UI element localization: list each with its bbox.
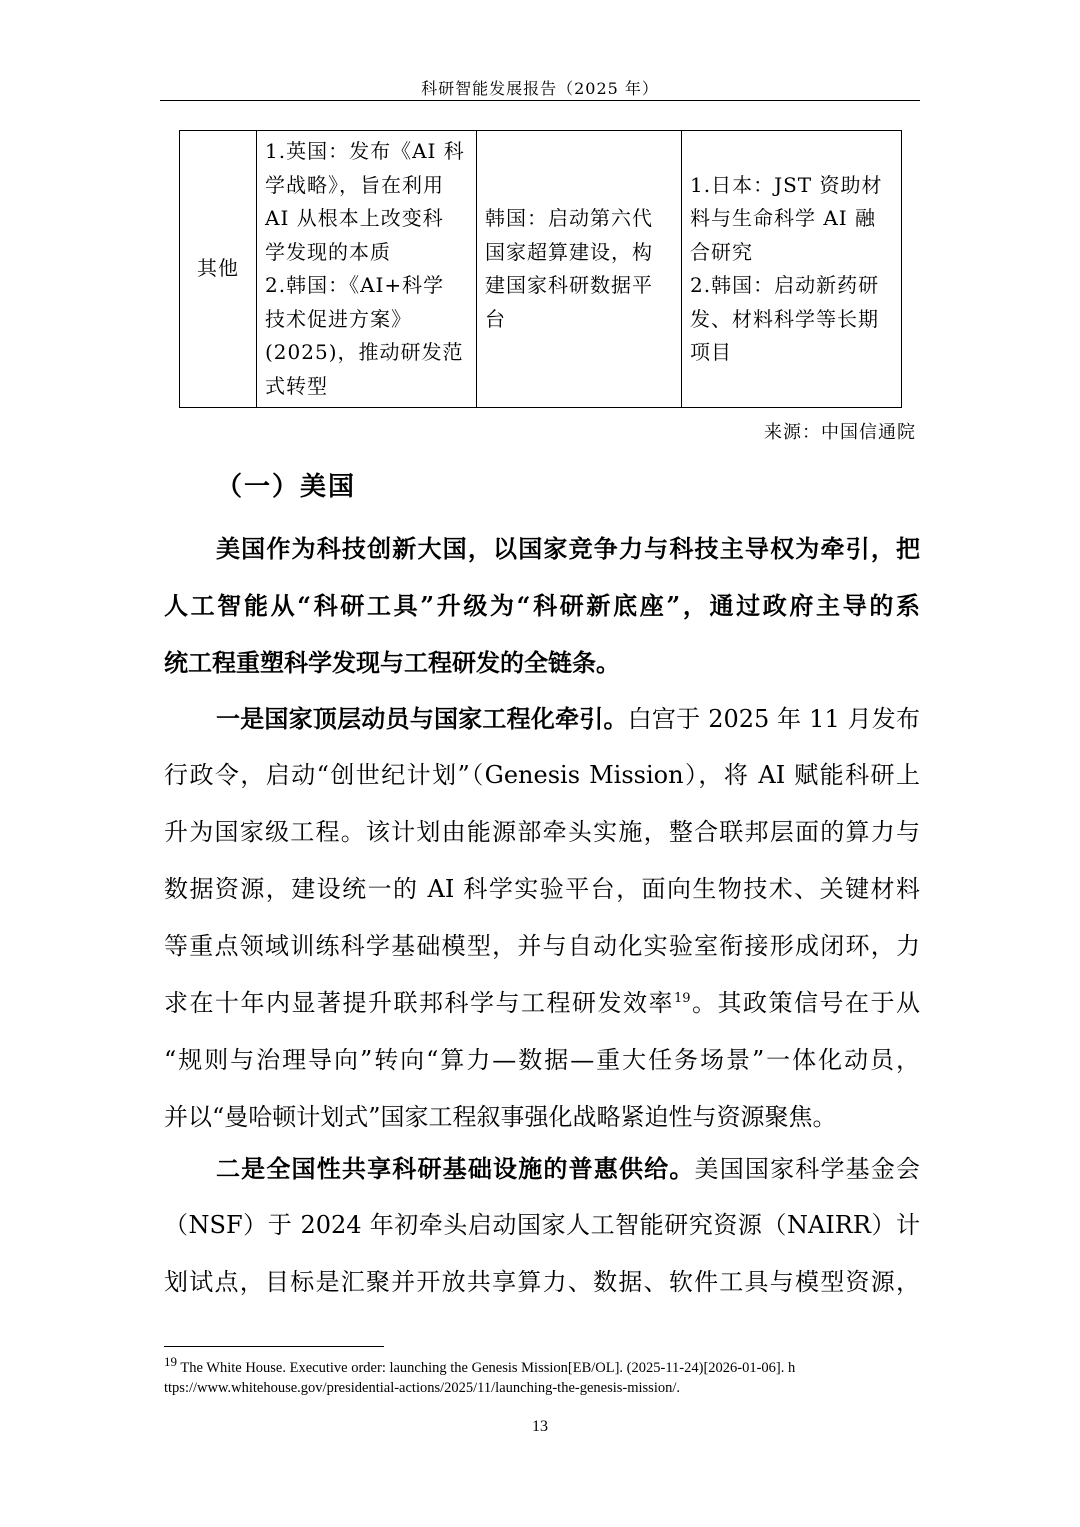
cell-line: AI 从根本上改变科 [265,206,444,230]
text-line: 数据资源，建设统一的 AI 科学实验平台，面向生物技术、关键材料 [164,875,920,903]
footnote-url[interactable]: ttps://www.whitehouse.gov/presidential-actions/2025/11/launching-the-genesis-mission/. [164,1380,681,1396]
paragraph-intro [164,520,920,691]
footnote-number: 19 [164,1354,177,1370]
footnote-ref[interactable]: 19 [673,991,691,1006]
cell-line: 建国家科研数据平 [485,273,653,297]
text-line: 升为国家级工程。该计划由能源部牵头实施，整合联邦层面的算力与 [164,818,920,846]
section-heading: （一）美国 [216,472,357,502]
korea-supercomputing-cell [477,131,682,408]
policy-table [179,130,902,408]
text-span: 白宫于 2025 年 11 月发布 [627,705,921,733]
text-line: 并以“曼哈顿计划式”国家工程叙事强化战略紧迫性与资源聚焦。 [164,1103,837,1131]
cell-line: 发、材料科学等长期 [690,306,879,331]
row-label-cell [180,131,257,408]
paragraph-shared-infrastructure [164,1140,920,1311]
text-line: 美国作为科技创新大国，以国家竞争力与科技主导权为牵引，把 [216,534,920,563]
cell-line: 技术促进方案》 [265,306,412,331]
text-line: 划试点，目标是汇聚并开放共享算力、数据、软件工具与模型资源， [164,1268,920,1296]
text-span: 。其政策信号在于从 [690,989,921,1017]
paragraph-lead: 二是全国性共享科研基础设施的普惠供给。 [216,1154,695,1183]
table-source: 来源：中国信通院 [764,422,916,443]
text-line [164,975,920,1032]
header-rule [160,100,920,101]
text-line: 统工程重塑科学发现与工程研发的全链条。 [164,648,620,677]
footnote-rule [164,1346,384,1347]
text-line [164,1140,920,1197]
running-header: 科研智能发展报告（2025 年） [421,79,659,98]
text-line: （NSF）于 2024 年初牵头启动国家人工智能研究资源（NAIRR）计 [164,1211,920,1239]
text-span: 美国国家科学基金会 [694,1155,921,1183]
cell-line: 式转型 [265,373,328,398]
cell-line: 台 [485,306,506,331]
text-line: 行政令，启动“创世纪计划”（Genesis Mission），将 AI 赋能科研上 [164,761,920,789]
table-row [180,131,902,408]
text-span: 求在十年内显著提升联邦科学与工程研发效率 [164,989,674,1017]
cell-line: 项目 [690,340,732,364]
footnote-text: The White House. Executive order: launching the Genesis Mission[EB/OL]. (2025-11-24)[2026-01-06]. h [177,1360,796,1376]
cell-line: 学发现的本质 [265,239,391,264]
page-number: 13 [532,1418,548,1435]
footnote-line [164,1354,916,1378]
text-line: 等重点领域训练科学基础模型，并与自动化实验室衔接形成闭环，力 [164,932,920,960]
cell-line: 1.日本：JST 资助材 [690,172,883,197]
cell-line: (2025)，推动研发范 [265,340,464,364]
uk-korea-policy-cell [257,131,477,408]
row-label: 其他 [197,256,239,281]
cell-line: 料与生命科学 AI 融 [690,206,877,230]
text-line: “规则与治理导向”转向“算力—数据—重大任务场景”一体化动员， [164,1046,920,1074]
cell-line: 国家超算建设，构 [485,239,653,264]
footnote [164,1354,916,1398]
text-line: 人工智能从“科研工具”升级为“科研新底座”，通过政府主导的系 [164,591,920,620]
japan-korea-projects-cell [682,131,902,408]
cell-line: 2.韩国：启动新药研 [690,273,880,297]
paragraph-lead: 一是国家顶层动员与国家工程化牵引。 [216,704,628,733]
cell-line: 1.英国：发布《AI 科 [265,139,465,163]
cell-line: 合研究 [690,239,753,264]
paragraph-national-mobilization [164,690,920,1146]
text-line [164,690,920,747]
cell-line: 学战略》，旨在利用 [265,172,444,197]
cell-line: 2.韩国：《AI+科学 [265,273,445,297]
cell-line: 韩国：启动第六代 [485,206,653,230]
